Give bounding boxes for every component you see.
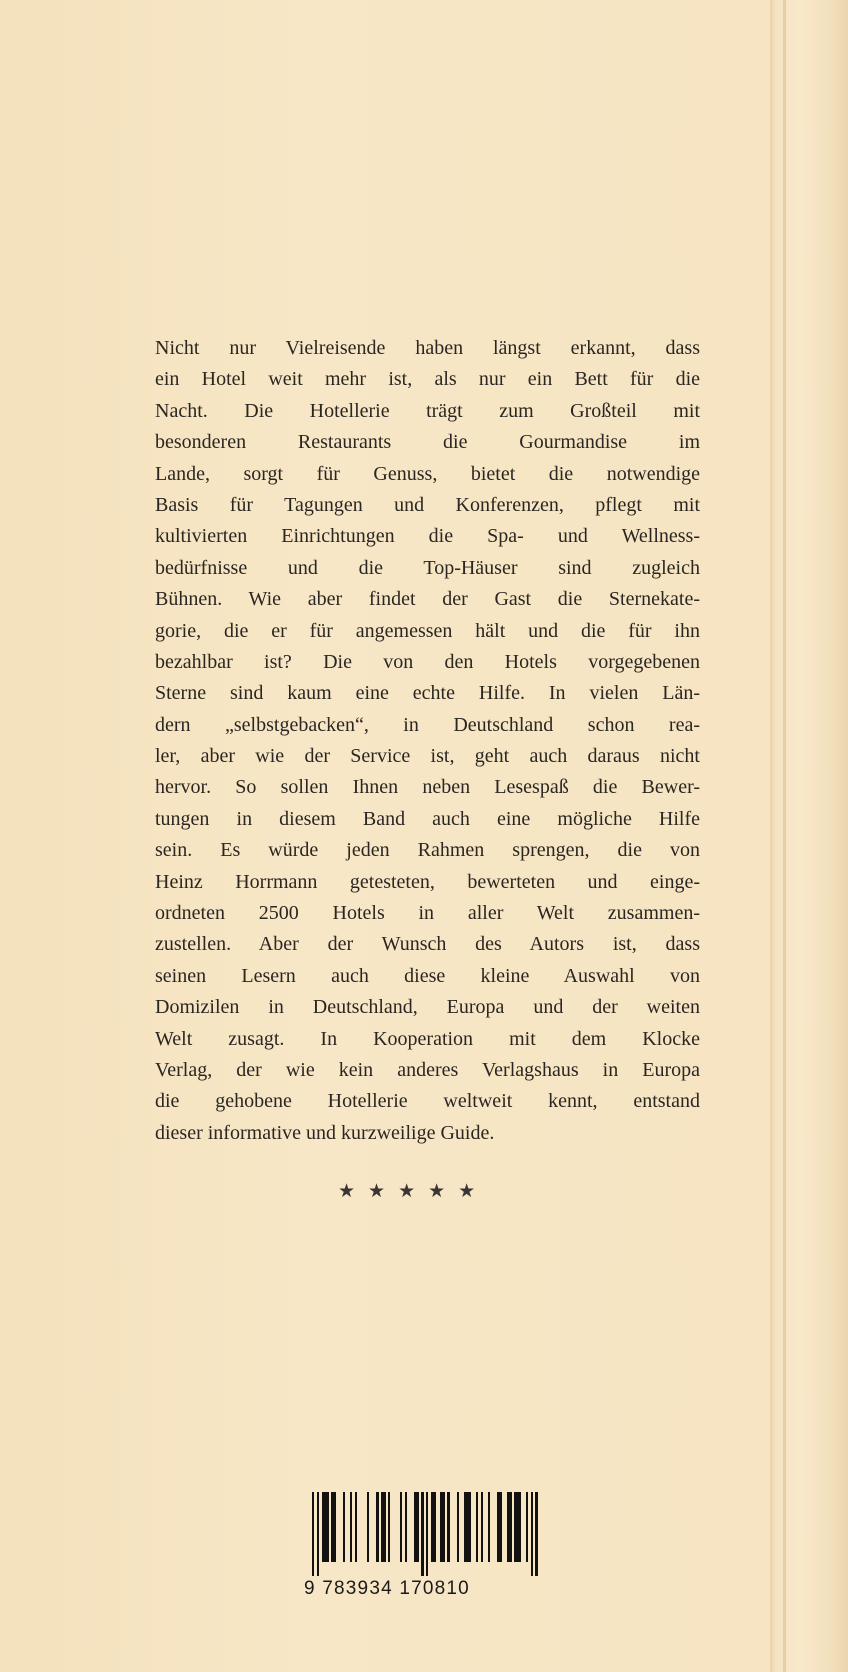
blurb-line: hervor. So sollen Ihnen neben Lesespaß die Bewer-	[155, 776, 700, 799]
book-spine	[770, 0, 848, 1672]
blurb-line: ler, aber wie der Service ist, geht auch daraus nicht	[155, 745, 700, 768]
blurb-line: besonderen Restaurants die Gourmandise im	[155, 431, 700, 454]
blurb-line: ein Hotel weit mehr ist, als nur ein Bett für die	[155, 368, 700, 391]
blurb-line: bedürfnisse und die Top-Häuser sind zugleich	[155, 556, 700, 579]
blurb-line: kultivierten Einrichtungen die Spa- und Wellness-	[155, 525, 700, 548]
blurb-text	[155, 333, 700, 1149]
isbn-barcode	[304, 1492, 538, 1604]
blurb-line: dern „selbstgebacken“, in Deutschland schon rea-	[155, 713, 700, 736]
blurb-line: Heinz Horrmann getesteten, bewerteten und einge-	[155, 870, 700, 893]
blurb-line: Nicht nur Vielreisende haben längst erkannt, dass	[155, 337, 700, 359]
blurb-line: die gehobene Hotellerie weltweit kennt, entstand	[155, 1090, 700, 1113]
blurb-line: gorie, die er für angemessen hält und die für ihn	[155, 619, 700, 642]
blurb-line: Welt zusagt. In Kooperation mit dem Klocke	[155, 1027, 700, 1050]
five-stars-ornament: ★★★★★	[338, 1181, 489, 1202]
blurb-line: Domizilen in Deutschland, Europa und der weiten	[155, 996, 700, 1019]
isbn-number: 9 783934 170810	[304, 1578, 470, 1599]
blurb-line: ordneten 2500 Hotels in aller Welt zusammen-	[155, 902, 700, 925]
spine-hinge	[783, 0, 786, 1672]
blurb-line: seinen Lesern auch diese kleine Auswahl von	[155, 964, 700, 987]
blurb-line: dieser informative und kurzweilige Guide.	[155, 1121, 495, 1144]
blurb-line: tungen in diesem Band auch eine mögliche Hilfe	[155, 807, 700, 830]
blurb-line: zustellen. Aber der Wunsch des Autors ist, dass	[155, 933, 700, 956]
blurb-line: Verlag, der wie kein anderes Verlagshaus in Europa	[155, 1058, 700, 1081]
blurb-line: Sterne sind kaum eine echte Hilfe. In vielen Län-	[155, 682, 700, 705]
barcode-bar	[535, 1492, 537, 1576]
blurb-line: Bühnen. Wie aber findet der Gast die Sternekate-	[155, 588, 700, 611]
barcode-bars	[312, 1492, 538, 1576]
blurb-line: Lande, sorgt für Genuss, bietet die notwendige	[155, 462, 700, 485]
blurb-line: Basis für Tagungen und Konferenzen, pflegt mit	[155, 493, 700, 516]
blurb-line: sein. Es würde jeden Rahmen sprengen, die von	[155, 839, 700, 862]
blurb-line: bezahlbar ist? Die von den Hotels vorgegebenen	[155, 650, 700, 673]
blurb-line: Nacht. Die Hotellerie trägt zum Großteil mit	[155, 399, 700, 422]
